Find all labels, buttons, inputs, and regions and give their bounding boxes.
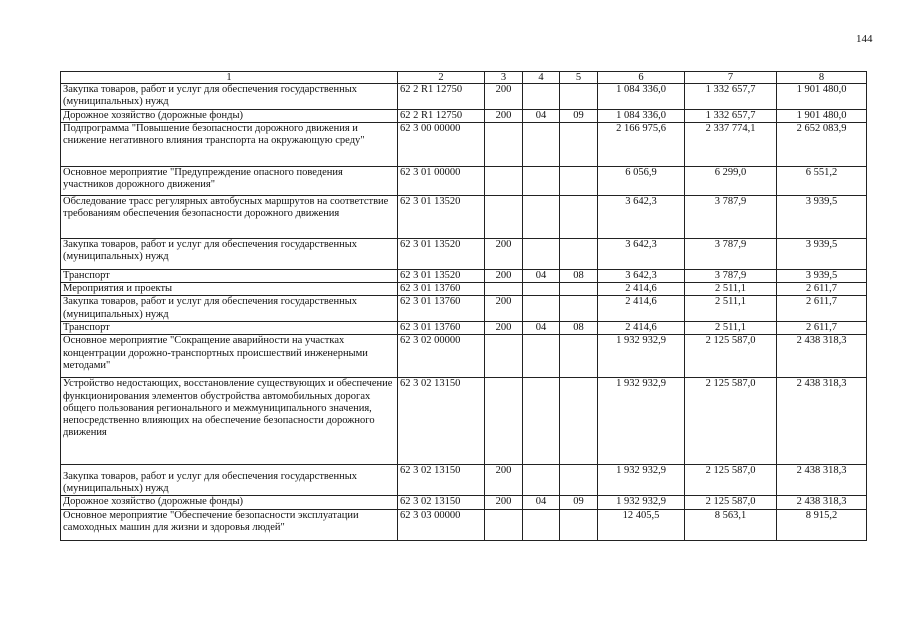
- row-subsection: [560, 335, 598, 378]
- row-subsection: [560, 195, 598, 238]
- row-name: Транспорт: [61, 321, 398, 334]
- row-code: 62 3 03 00000: [398, 509, 485, 540]
- table-row: [61, 84, 867, 110]
- row-subsection: [560, 509, 598, 540]
- row-section: 04: [523, 496, 560, 509]
- table-row: [61, 465, 867, 496]
- row-code: 62 2 R1 12750: [398, 109, 485, 122]
- row-value-col7: 2 511,1: [685, 283, 777, 296]
- row-name: Транспорт: [61, 269, 398, 282]
- row-section: [523, 238, 560, 269]
- row-value-col7: 2 511,1: [685, 296, 777, 322]
- header-col-3: 3: [485, 72, 523, 84]
- row-section: [523, 378, 560, 465]
- row-section: 04: [523, 109, 560, 122]
- row-code: 62 3 01 13760: [398, 283, 485, 296]
- table-row: [61, 321, 867, 334]
- table-row: [61, 283, 867, 296]
- row-name: Закупка товаров, работ и услуг для обеспечения государственных (муниципальных) нужд: [61, 465, 398, 496]
- header-col-8: 8: [777, 72, 867, 84]
- header-col-4: 4: [523, 72, 560, 84]
- row-name: Основное мероприятие "Сокращение аварийности на участках концентрации дорожно-транспортных происшествий инженерными методами": [61, 335, 398, 378]
- row-value-col8: 8 915,2: [777, 509, 867, 540]
- row-value-col6: 1 932 932,9: [598, 378, 685, 465]
- row-value-col7: 3 787,9: [685, 269, 777, 282]
- row-value-col8: 2 438 318,3: [777, 465, 867, 496]
- table-header: [61, 72, 867, 84]
- row-value-col7: 3 787,9: [685, 238, 777, 269]
- row-value-col8: 2 611,7: [777, 321, 867, 334]
- row-subsection: 09: [560, 496, 598, 509]
- row-expense-type: 200: [485, 465, 523, 496]
- row-name: Закупка товаров, работ и услуг для обеспечения государственных (муниципальных) нужд: [61, 296, 398, 322]
- header-row: [61, 72, 867, 84]
- row-value-col7: 1 332 657,7: [685, 109, 777, 122]
- row-name: Основное мероприятие "Предупреждение опасного поведения участников дорожного движения": [61, 166, 398, 195]
- row-value-col7: 2 125 587,0: [685, 496, 777, 509]
- row-code: 62 3 00 00000: [398, 122, 485, 166]
- table-row: [61, 109, 867, 122]
- row-code: 62 3 01 13760: [398, 321, 485, 334]
- row-value-col6: 2 414,6: [598, 321, 685, 334]
- row-expense-type: 200: [485, 269, 523, 282]
- row-code: 62 3 01 13520: [398, 238, 485, 269]
- row-value-col6: 2 166 975,6: [598, 122, 685, 166]
- row-value-col6: 1 932 932,9: [598, 335, 685, 378]
- row-value-col6: 12 405,5: [598, 509, 685, 540]
- row-name: Дорожное хозяйство (дорожные фонды): [61, 496, 398, 509]
- row-name: Основное мероприятие "Обеспечение безопасности эксплуатации самоходных машин для жизни и здоровья людей": [61, 509, 398, 540]
- row-code: 62 3 01 00000: [398, 166, 485, 195]
- table-row: [61, 238, 867, 269]
- row-code: 62 3 02 13150: [398, 465, 485, 496]
- row-value-col8: 2 438 318,3: [777, 378, 867, 465]
- row-value-col7: 2 125 587,0: [685, 335, 777, 378]
- row-value-col7: 6 299,0: [685, 166, 777, 195]
- row-code: 62 3 02 13150: [398, 496, 485, 509]
- row-code: 62 3 02 13150: [398, 378, 485, 465]
- row-expense-type: [485, 122, 523, 166]
- row-expense-type: 200: [485, 321, 523, 334]
- header-col-5: 5: [560, 72, 598, 84]
- row-subsection: 09: [560, 109, 598, 122]
- row-expense-type: 200: [485, 296, 523, 322]
- row-value-col8: 3 939,5: [777, 195, 867, 238]
- row-expense-type: [485, 283, 523, 296]
- row-value-col8: 3 939,5: [777, 238, 867, 269]
- row-name: Закупка товаров, работ и услуг для обеспечения государственных (муниципальных) нужд: [61, 84, 398, 110]
- row-subsection: [560, 296, 598, 322]
- row-value-col7: 2 337 774,1: [685, 122, 777, 166]
- page-number: 144: [856, 33, 873, 45]
- row-value-col8: 3 939,5: [777, 269, 867, 282]
- row-value-col7: 2 125 587,0: [685, 465, 777, 496]
- row-subsection: [560, 84, 598, 110]
- row-value-col6: 1 084 336,0: [598, 84, 685, 110]
- row-value-col7: 2 511,1: [685, 321, 777, 334]
- row-value-col8: 1 901 480,0: [777, 109, 867, 122]
- row-value-col8: 2 438 318,3: [777, 335, 867, 378]
- row-name: Подпрограмма "Повышение безопасности дорожного движения и снижение негативного влияния транспорта на окружающую среду": [61, 122, 398, 166]
- row-subsection: [560, 166, 598, 195]
- row-expense-type: 200: [485, 496, 523, 509]
- row-value-col6: 2 414,6: [598, 296, 685, 322]
- table-row: [61, 296, 867, 322]
- row-subsection: [560, 378, 598, 465]
- row-value-col8: 2 652 083,9: [777, 122, 867, 166]
- row-section: [523, 84, 560, 110]
- row-name: Дорожное хозяйство (дорожные фонды): [61, 109, 398, 122]
- row-value-col7: 1 332 657,7: [685, 84, 777, 110]
- row-value-col6: 1 932 932,9: [598, 496, 685, 509]
- row-code: 62 2 R1 12750: [398, 84, 485, 110]
- row-subsection: [560, 122, 598, 166]
- row-section: [523, 166, 560, 195]
- row-code: 62 3 01 13520: [398, 269, 485, 282]
- row-subsection: 08: [560, 269, 598, 282]
- row-section: [523, 122, 560, 166]
- row-name: Закупка товаров, работ и услуг для обеспечения государственных (муниципальных) нужд: [61, 238, 398, 269]
- row-value-col6: 1 932 932,9: [598, 465, 685, 496]
- row-subsection: [560, 238, 598, 269]
- row-name: Мероприятия и проекты: [61, 283, 398, 296]
- row-subsection: [560, 283, 598, 296]
- row-value-col7: 2 125 587,0: [685, 378, 777, 465]
- row-expense-type: 200: [485, 84, 523, 110]
- row-section: [523, 509, 560, 540]
- row-value-col6: 3 642,3: [598, 269, 685, 282]
- row-section: [523, 335, 560, 378]
- row-expense-type: 200: [485, 109, 523, 122]
- row-expense-type: [485, 195, 523, 238]
- row-value-col8: 1 901 480,0: [777, 84, 867, 110]
- row-expense-type: [485, 166, 523, 195]
- row-expense-type: [485, 335, 523, 378]
- table-row: [61, 335, 867, 378]
- row-section: 04: [523, 321, 560, 334]
- row-value-col8: 6 551,2: [777, 166, 867, 195]
- header-col-7: 7: [685, 72, 777, 84]
- row-code: 62 3 02 00000: [398, 335, 485, 378]
- table-body: [61, 84, 867, 541]
- table-row: [61, 166, 867, 195]
- row-value-col6: 3 642,3: [598, 238, 685, 269]
- header-col-1: 1: [61, 72, 398, 84]
- row-expense-type: [485, 509, 523, 540]
- row-value-col6: 1 084 336,0: [598, 109, 685, 122]
- row-value-col6: 2 414,6: [598, 283, 685, 296]
- row-code: 62 3 01 13520: [398, 195, 485, 238]
- row-expense-type: [485, 378, 523, 465]
- row-section: [523, 465, 560, 496]
- table-row: [61, 378, 867, 465]
- row-value-col8: 2 611,7: [777, 296, 867, 322]
- table-row: [61, 269, 867, 282]
- row-value-col6: 3 642,3: [598, 195, 685, 238]
- row-value-col8: 2 611,7: [777, 283, 867, 296]
- row-section: 04: [523, 269, 560, 282]
- row-value-col7: 8 563,1: [685, 509, 777, 540]
- row-section: [523, 296, 560, 322]
- row-name: Устройство недостающих, восстановление существующих и обеспечение функционирования элементов обустройства автомобильных дорогах общего пользования регионального и межмуниципального значения, непосредственно влияющих на обеспечение безопасности дорожного движения: [61, 378, 398, 465]
- row-section: [523, 195, 560, 238]
- row-value-col8: 2 438 318,3: [777, 496, 867, 509]
- budget-table: [60, 71, 867, 541]
- row-value-col7: 3 787,9: [685, 195, 777, 238]
- row-section: [523, 283, 560, 296]
- table-row: [61, 122, 867, 166]
- table-row: [61, 509, 867, 540]
- row-value-col6: 6 056,9: [598, 166, 685, 195]
- row-expense-type: 200: [485, 238, 523, 269]
- row-name: Обследование трасс регулярных автобусных маршрутов на соответствие требованиям обеспечения безопасности дорожного движения: [61, 195, 398, 238]
- header-col-6: 6: [598, 72, 685, 84]
- row-code: 62 3 01 13760: [398, 296, 485, 322]
- table-row: [61, 195, 867, 238]
- table-row: [61, 496, 867, 509]
- header-col-2: 2: [398, 72, 485, 84]
- row-subsection: 08: [560, 321, 598, 334]
- row-subsection: [560, 465, 598, 496]
